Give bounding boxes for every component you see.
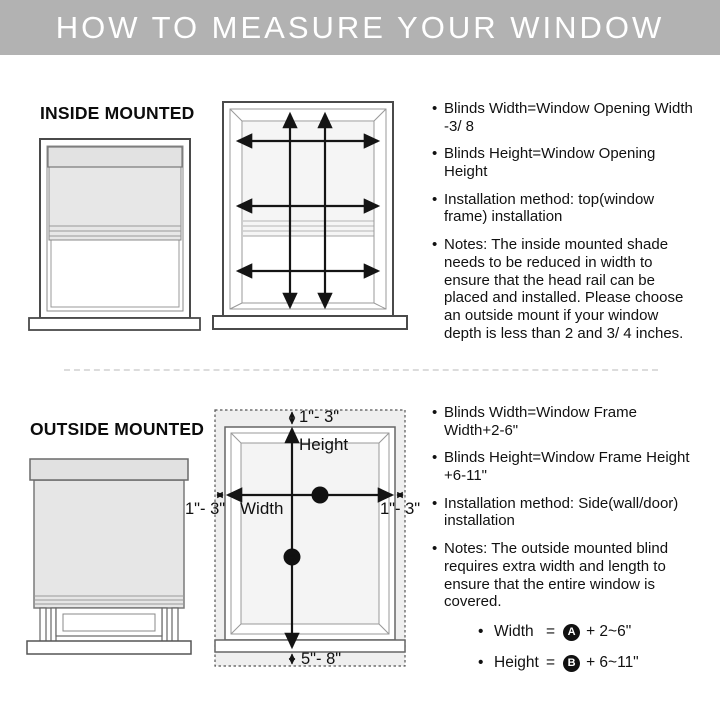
- window-sill: [27, 641, 191, 654]
- page-title: HOW TO MEASURE YOUR WINDOW: [55, 9, 665, 45]
- width-formula: • Width = A + 2~6": [478, 622, 632, 640]
- list-item: • Notes: The inside mounted shade needs to be reduced in width to ensure that the head rail can be placed and installed. Please choose an outside mount if your window depth is less than 2 and 3/ 4 inches.: [432, 236, 684, 342]
- shade-head-rail: [30, 459, 188, 480]
- list-item: • Installation method: Side(wall/door) installation: [432, 494, 679, 530]
- outside-measure-diagram: [183, 396, 430, 676]
- list-item: • Notes: The outside mounted blind requires extra width and length to ensure that the entire window is covered.: [432, 540, 669, 611]
- window-lower-sash: [56, 608, 162, 636]
- marker-a-badge: A: [563, 624, 580, 641]
- formula-list: [478, 623, 696, 673]
- window-sill: [29, 318, 200, 330]
- inside-window-illustration: [28, 136, 203, 334]
- bullet-icon: •: [432, 190, 438, 208]
- bullet-icon: •: [432, 494, 438, 512]
- window-sill: [213, 316, 407, 329]
- left-gap-label: 1"- 3": [185, 500, 226, 518]
- bullet-icon: •: [478, 622, 484, 640]
- section-divider: [64, 369, 658, 371]
- inside-mounted-title: INSIDE MOUNTED: [40, 103, 195, 123]
- inside-instructions: [432, 100, 696, 352]
- outside-mounted-title: OUTSIDE MOUNTED: [30, 419, 205, 439]
- right-gap-label: 1"- 3": [380, 500, 421, 518]
- list-item: • Blinds Width=Window Frame Width+2-6": [432, 404, 637, 439]
- bullet-icon: •: [432, 145, 438, 163]
- outside-instructions: [432, 404, 696, 685]
- bullet-icon: •: [478, 654, 484, 672]
- window-bevel-frame: [241, 443, 379, 624]
- marker-b-badge: B: [563, 655, 580, 672]
- bullet-icon: •: [432, 404, 438, 421]
- height-formula: • Height = B + 6~11": [478, 654, 639, 672]
- outside-window-illustration: [25, 450, 200, 665]
- header-banner: [0, 0, 720, 55]
- inside-measure-diagram: [211, 92, 415, 336]
- height-label: Height: [299, 435, 349, 454]
- width-label: Width: [240, 499, 284, 518]
- shade-body: [34, 480, 184, 608]
- bullet-icon: •: [432, 236, 438, 254]
- list-item: • Blinds Height=Window Opening Height: [432, 145, 656, 181]
- list-item: • Installation method: top(window frame) installation: [432, 190, 655, 226]
- marker-a-label: A: [316, 490, 324, 502]
- top-gap-label: 1"- 3": [299, 408, 340, 426]
- list-item: • Blinds Width=Window Opening Width -3/ 8: [432, 100, 693, 135]
- bullet-icon: •: [432, 100, 438, 117]
- bottom-gap-label: 5"- 8": [301, 650, 342, 668]
- marker-b-label: B: [288, 552, 296, 564]
- shade-area: [243, 122, 374, 236]
- bullet-icon: •: [432, 540, 438, 558]
- shade-head-rail: [48, 147, 182, 167]
- shade-body: [49, 167, 181, 240]
- list-item: • Blinds Height=Window Frame Height +6-11": [432, 449, 690, 485]
- bullet-icon: •: [432, 449, 438, 467]
